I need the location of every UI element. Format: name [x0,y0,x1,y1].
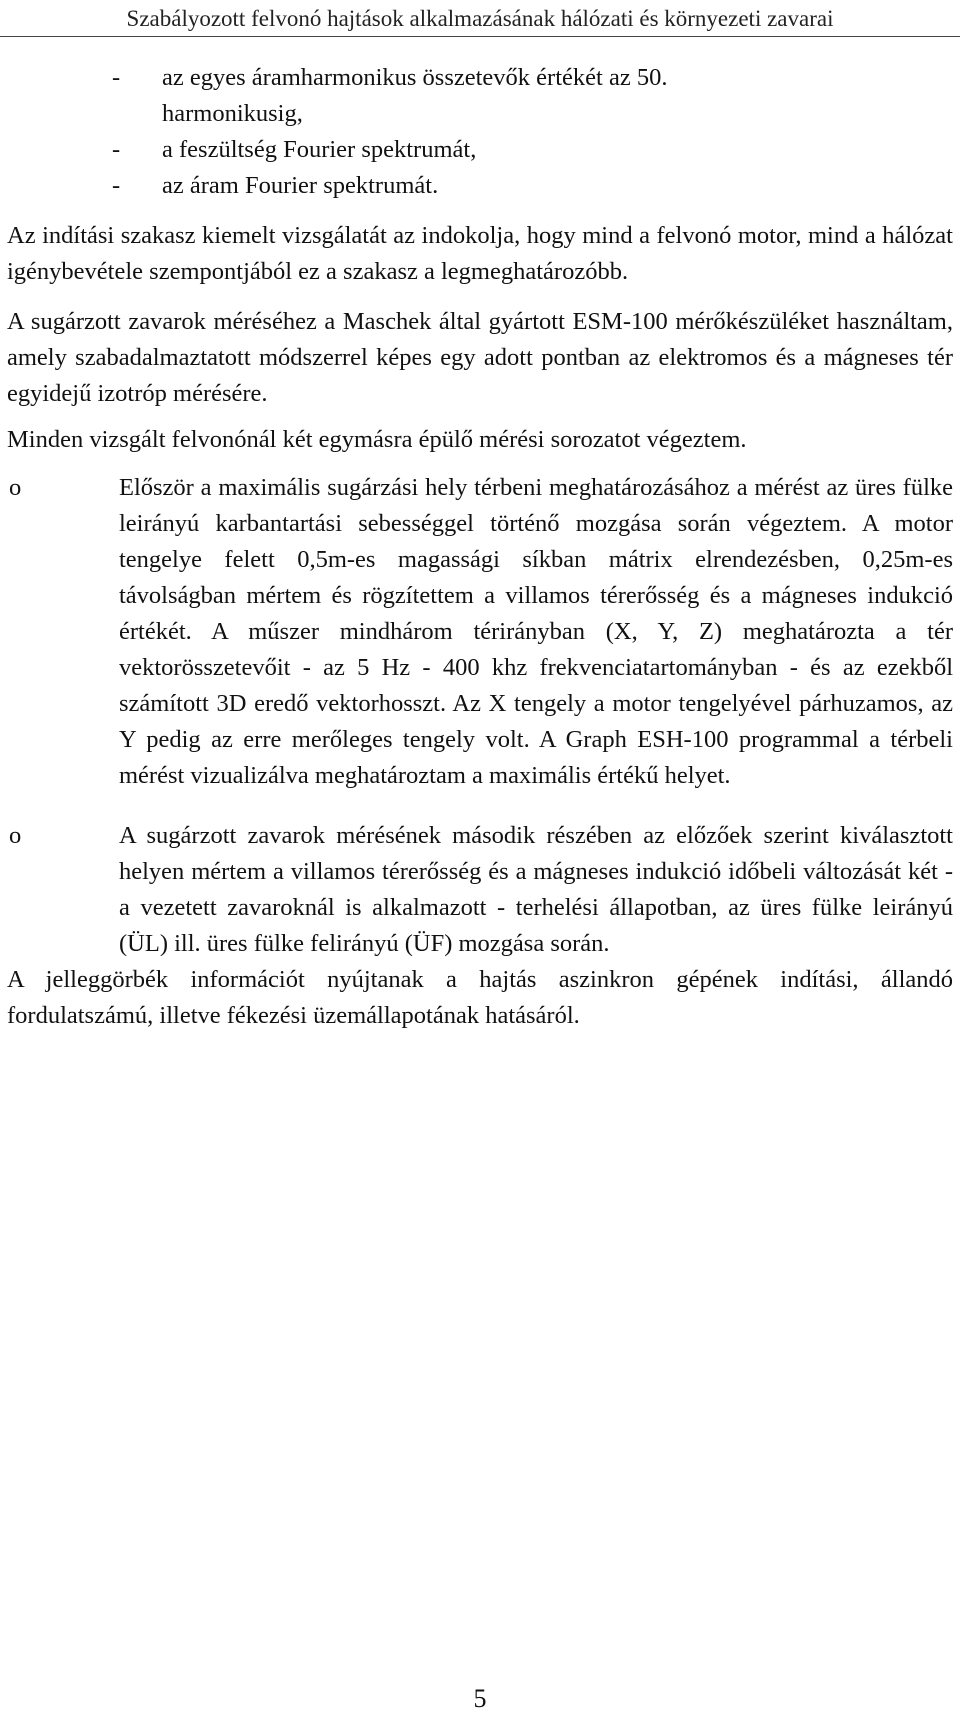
bullet-list-item [7,818,953,962]
dash-item-text: az áram Fourier spektrumát. [162,172,439,199]
page-number: 5 [473,1684,487,1713]
dash-list [7,60,953,204]
bullet-marker: o [9,822,22,849]
bullet-list-item [7,470,953,794]
dash-marker: - [112,136,121,163]
dash-list-item [7,168,953,204]
dash-marker: - [112,64,121,91]
dash-list-item [7,60,953,132]
running-header-title: Szabályozott felvonó hajtások alkalmazásának hálózati és környezeti zavarai [126,6,834,31]
bullet-marker: o [9,474,22,501]
paragraph-startup-phase: Az indítási szakasz kiemelt vizsgálatát az indokolja, hogy mind a felvonó motor, mind a hálózat igénybevétele szempontjából ez a szakasz a legmeghatározóbb. [7,222,953,285]
page-body [7,60,953,1034]
paragraph-radiated-measurement: A sugárzott zavarok méréséhez a Maschek által gyártott ESM-100 mérőkészüléket használtam, amely szabadalmaztatott módszerrel képes egy adott pontban az elektromos és a mágneses tér egyidejű izotróp mérésére. [7,308,953,407]
paragraph-characteristic-curves: A jelleggörbék információt nyújtanak a hajtás aszinkron gépének indítási, állandó fordulatszámú, illetve fékezési üzemállapotának hatásáról. [7,966,953,1029]
dash-list-item [7,132,953,168]
bullet-list [7,470,953,962]
dash-marker: - [112,172,121,199]
dash-item-text: az egyes áramharmonikus összetevők értékét az 50. harmonikusig, [162,64,668,127]
dash-item-text: a feszültség Fourier spektrumát, [162,136,477,163]
paragraph-measurement-series: Minden vizsgált felvonónál két egymásra épülő mérési sorozatot végeztem. [7,426,747,453]
bullet-item-text: A sugárzott zavarok mérésének második részében az előzőek szerint kiválasztott helyen mértem a villamos térerősség és a mágneses indukció időbeli változását két - a vezetett zavaroknál is alkalmazott - terhelési állapotban, az üres fülke leirányú (ÜL) ill. üres fülke felirányú (ÜF) mozgása során. [119,822,953,957]
bullet-item-text: Először a maximális sugárzási hely térbeni meghatározásához a mérést az üres fülke leirányú karbantartási sebességgel történő mozgása során végeztem. A motor tengelye felett 0,5m-es magassági síkban mátrix elrendezésben, 0,25m-es távolságban mértem és rögzítettem a villamos térerősség és a mágneses indukció értékét. A műszer mindhárom térirányban (X, Y, Z) meghatározta a tér vektorösszetevőit - az 5 Hz - 400 khz frekvenciatartományban - és az ezekből számított 3D eredő vektorhosszt. Az X tengely a motor tengelyével párhuzamos, az Y pedig az erre merőleges tengely volt. A Graph ESH-100 programmal a térbeli mérést vizualizálva meghatároztam a maximális értékű helyet. [119,474,953,789]
running-header [0,4,960,37]
